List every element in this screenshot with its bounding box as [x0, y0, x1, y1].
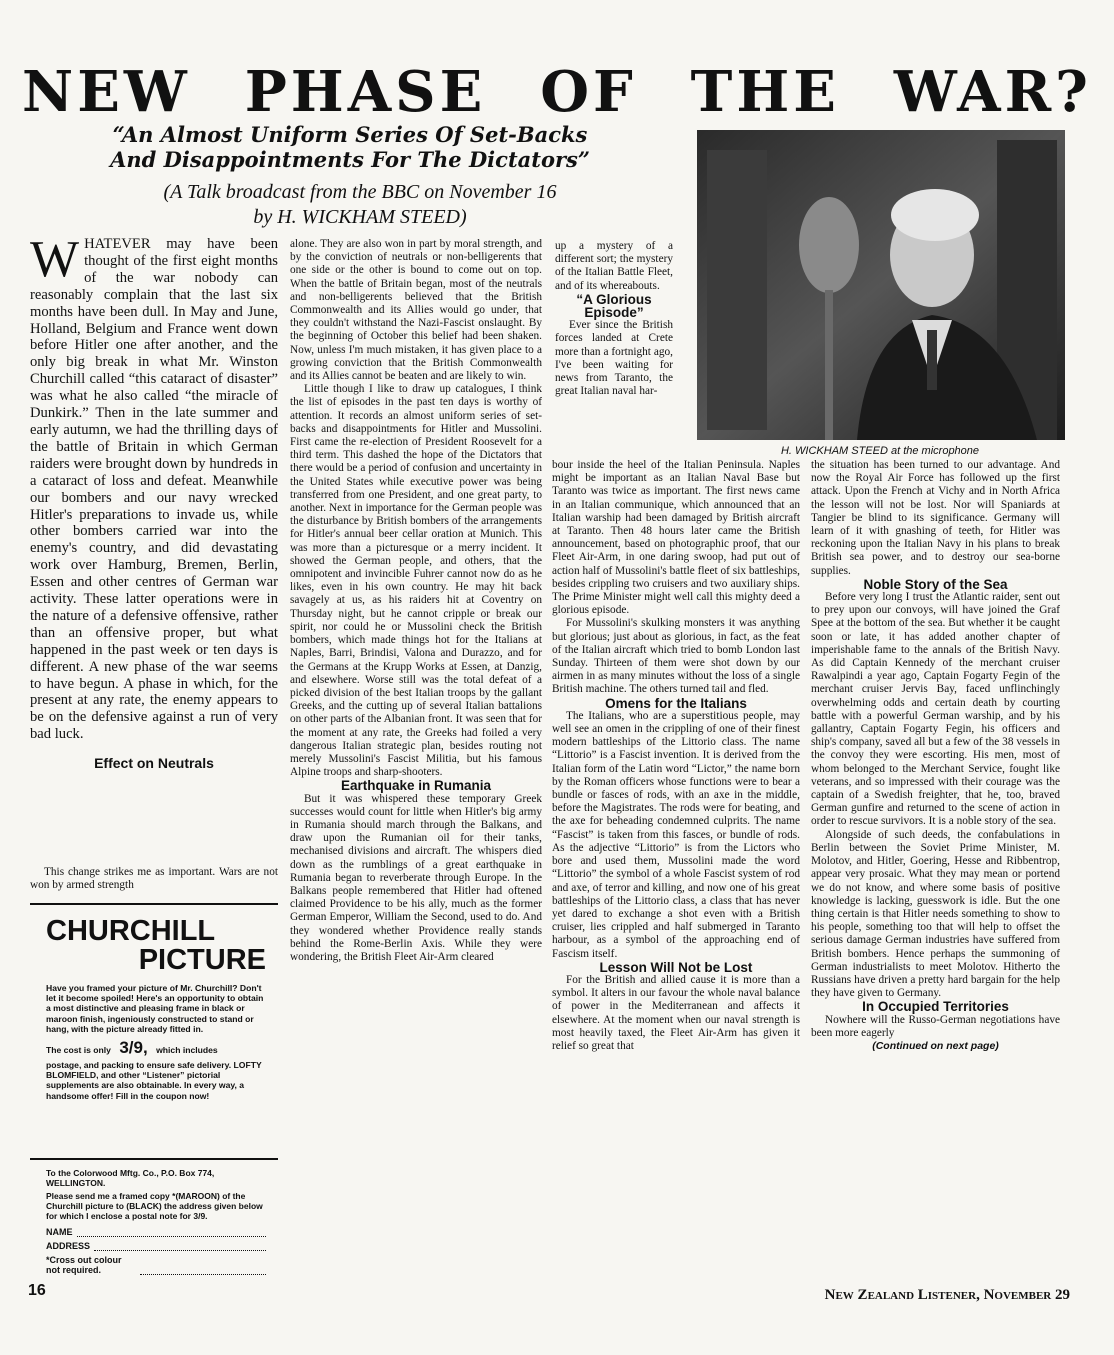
coupon-address: To the Colorwood Mftg. Co., P.O. Box 774, WELLINGTON.	[46, 1168, 215, 1188]
article-paragraph: alone. They are also won in part by moral strength, and by the conviction of neutrals or non-belligerents that one side or the other is bound to come out on top. When the battle of Britain began, most of the neutrals and non-belligerents believed that the British Commonwealth and its Allies would go under, that they couldn't withstand the Nazi-Fascist onslaught. By the beginning of October this belief had been shaken. Now, unless I'm much mistaken, it has given place to a growing conviction that the British Commonwealth and its Allies cannot be beaten and are likely to win.	[290, 238, 542, 383]
article-paragraph: HATEVER may have been thought of the first eight months of the war nobody can reasonably complain that the last six months have been dull. In May and June, Holland, Belgium and France went down before Hitler one after another, and the only big break in what Mr. Winston Churchill called “this cataract of disaster” was what he also called “the miracle of Dunkirk.” Then in the late summer and early autumn, we had the thrilling days of the battle of Britain in which German raiders were brought down by hundreds in a cataract of loss and defeat. Meanwhile our bombers and our navy wrecked Hitler's preparations to invade us, while other bombers carried war into the enemy's country, and did devastating work over Hamburg, Bremen, Berlin, Essen and other centres of German war activity. These latter operations were in the nature of a defensive offensive, rather than an offensive proper, but what happened in the past week or ten days is different. A new phase of the war seems to have begun. A phase in which, for the present at any rate, the enemy appears to be on the defensive against a run of very bad luck.	[30, 236, 278, 743]
talk-credit-line: by H. WICKHAM STEED)	[253, 206, 467, 228]
headline-word: THE	[690, 59, 840, 125]
headline-word: PHASE	[244, 59, 487, 125]
name-label: NAME	[46, 1227, 73, 1237]
name-field[interactable]	[46, 1227, 266, 1237]
ad-price-label: The cost is only	[46, 1045, 111, 1056]
subtitle-line: And Disappointments For The Dictators”	[110, 147, 590, 172]
section-heading: Lesson Will Not be Lost	[599, 959, 753, 975]
ad-body: Have you framed your picture of Mr. Churchill? Don't let it become spoiled! Here's an opportunity to obtain a most distinctive and pleasing frame in black or maroon finish, ingeniously constructed to stand or hang, with the picture already fitted in.	[46, 983, 264, 1034]
article-paragraph: up a mystery of a different sort; the mystery of the Italian Battle Fleet, and of its whereabouts.	[555, 240, 673, 292]
ad-title: PICTURE	[138, 944, 266, 976]
article-paragraph: For Mussolini's skulking monsters it was anything but glorious; just about as glorious, in fact, as the feat of the Italian aircraft which tried to bomb London last Sunday. Thirteen of them were shot down by our airmen in as many minutes without the loss of a single British machine. The others turned tail and fled.	[552, 617, 800, 696]
subtitle-line: “An Almost Uniform Series Of Set-Backs	[112, 122, 588, 147]
ad-price-value: 3/9,	[119, 1038, 148, 1058]
column-3-lower	[552, 459, 800, 1053]
photo-h-wickham-steed	[697, 130, 1065, 440]
article-paragraph: For the British and allied cause it is more than a symbol. It alters in our favour the whole naval balance of power in the Mediterranean and affects it elsewhere. At the moment when our naval strength is most heavily taxed, the Fleet Air-Arm has given it relief so great that	[552, 973, 800, 1052]
order-coupon	[30, 1158, 278, 1280]
address-line	[94, 1241, 266, 1251]
ad-price-label: which includes	[156, 1045, 218, 1056]
note-field	[46, 1255, 266, 1275]
article-paragraph: The Italians, who are a superstitious people, may well see an omen in the crippling of one of their finest modern battleships of the Littorio class. The name “Littorio” is a Fascist invention. It is derived from the Italian form of the Latin word “Lictor,” the name born by the Roman officers whose functions were to bear a bundle or fasces of rods, with an axe in the middle, before the Magistrates. The rods were for beating, and the axe for beheading condemned culprits. The name “Fascist” is taken from this fasces, or bundle of rods. As the adjective “Littorio” is from the Lictors who bore and used them, Mussolini made the word “Littorio” the symbol of a whole Fascist system of rod and axe, of terror and killing, and now one of his great battleships of the Littorio class, a class that has never yet dared to exchange a shot even with a British cruiser, lies crippled and half submerged in Taranto harbour, as a symbol of the approaching end of Fascism itself.	[552, 709, 800, 960]
article-paragraph: This change strikes me as important. Wars are not won by armed strength	[30, 866, 278, 892]
ad-body: postage, and packing to ensure safe delivery. LOFTY BLOMFIELD, and other “Listener” pictorial supplements are also obtainable. In every way, a handsome offer! Fill in the coupon now!	[46, 1060, 262, 1101]
address-field[interactable]	[46, 1241, 266, 1251]
headline-word: WAR?	[893, 59, 1092, 125]
drop-cap: W	[30, 231, 80, 288]
ad-price	[46, 1038, 266, 1058]
ad-title: CHURCHILL	[46, 915, 216, 947]
headline	[22, 58, 1092, 126]
column-4	[811, 459, 1060, 1053]
article-paragraph: Ever since the British forces landed at Crete more than a fortnight ago, I've been waiting for news from Taranto, the great Italian naval har-	[555, 319, 673, 398]
publication-footer: New Zealand Listener, November 29	[824, 1287, 1070, 1303]
headline-word: NEW	[22, 59, 191, 125]
section-heading: Earthquake in Rumania	[340, 778, 492, 794]
microphone-portrait-image	[697, 130, 1065, 440]
article-paragraph: bour inside the heel of the Italian Peninsula. Naples might be important as an Italian Naval Base but Taranto was twice as important. The first news came in an Italian communique, which announced that an Italian warship had been damaged by British aircraft at Taranto. Then 48 hours later came the British announcement, based on photographic proof, that our Fleet Air-Arm, in one daring swoop, had put out of action half of Mussolini's battle fleet of six battleships, besides crippling two cruisers and two auxiliary ships. The Prime Minister might well call this mighty deed a glorious episode.	[552, 459, 800, 617]
coupon-fields	[46, 1227, 266, 1275]
column-1-tail	[30, 866, 278, 892]
cross-out-note: *Cross out colour not required.	[46, 1255, 122, 1275]
section-heading: In Occupied Territories	[862, 999, 1009, 1015]
article-paragraph: Alongside of such deeds, the confabulations in Berlin between the Soviet Prime Minister, M. Molotov, and Hitler, Goering, Hesse and Ribbentrop, appear very prosaic. What they may mean or portend we do not know, and where some basis of positive knowledge is lacking, guesswork is idle. But the one thing certain is that Hitler needs something to show to his people, something too that will help to offset the serious damage German industries have suffered from British bombers. Hence perhaps the summoning of German industrialists to meet Molotov. Hitherto the Russians have driven a pretty hard bargain for the help they have given to Germany.	[811, 828, 1060, 1000]
talk-credit-line: (A Talk broadcast from the BBC on November 16	[163, 181, 557, 203]
address-label: ADDRESS	[46, 1241, 91, 1251]
article-paragraph: the situation has been turned to our advantage. And now the Royal Air Force has followed up the first attack. Upon the French at Vichy and in North Africa the lesson will not be lost. Nor will Spaniards at Tangier be blind to its significance. Germany will learn of it with gnashing of teeth, for Hitler was reckoning upon the Italian Navy in his plans to break British sea power, and to destroy our sea-borne supplies.	[811, 459, 1060, 577]
column-3-upper	[555, 240, 673, 398]
article-paragraph: Nowhere will the Russo-German negotiations have been more eagerly	[811, 1013, 1060, 1039]
section-heading: Omens for the Italians	[605, 695, 747, 711]
column-1	[30, 231, 278, 772]
coupon-body: Please send me a framed copy *(MAROON) of the Churchill picture to (BLACK) the address given below for which I enclose a postal note for 3/9.	[46, 1191, 263, 1221]
article-paragraph: But it was whispered these temporary Greek successes would count for little when Hitler's big army in Rumania should march through the Balkans, and draw upon the Rumanian oil for their tanks, mechanised divisions and aircraft. The whispers died down as the rumblings of a great earthquake in Rumania began to reverberate through Europe. In the Balkans people remembered that Hitler had oftened claimed Providence to be his ally, much as the former German Emperor, William the Second, used to do. And they wondered whether Providence really stands behind the Rome-Berlin Axis. While they were wondering, the British Fleet Air-Arm cleared	[290, 792, 542, 963]
section-heading: Noble Story of the Sea	[863, 576, 1008, 592]
talk-credit	[100, 180, 620, 230]
photo-caption: H. WICKHAM STEED at the microphone	[780, 445, 980, 457]
headline-word: OF	[540, 59, 637, 125]
section-heading: “A Glorious Episode”	[576, 291, 652, 321]
article-paragraph: Little though I like to draw up catalogues, I think the list of episodes in the past ten days is worthy of attention. It records an almost uniform series of set-backs and disappointments for Hitler and Mussolini. First came the re-election of President Roosevelt for a third term. This dashed the hope of the Dictators that there would be a period of confusion and uncertainty in the United States while executive power was being transferred from one President, and one great party, to another. Next in importance for the German people was the disturbance by British bombers of the arrangements for Hitler's annual beer cellar oration at Munich. This was more than a picturesque or a merry incident. It showed the German people, and others, that the omnipotent and invincible Fuhrer cannot now do as he likes, even in his own country. He may hit back savagely at us, as his raiders hit at Coventry on Thursday night, but he cannot cripple or break our spirit, nor could he or Mussolini check the British bombers, which made things hot for the Italians at Naples, Barri, Brindisi, Valona and Durazzo, and for the Germans at the Krupp Works at Essen, at Danzig, and elsewhere. Worse still was the total defeat of a picked division of the best Italian troops by the gallant Greeks, and the cutting up of several Italian battalions on other parts of the Albanian front. It was seen that for the moment at any rate, the Greeks had foiled a very dangerous Italian strategic plan, besides routing not merely Mussolini's Fascist Militia, but his famous Alpine troops and sharp-shooters.	[290, 383, 542, 779]
section-heading: Effect on Neutrals	[94, 755, 214, 772]
subtitle	[40, 122, 660, 172]
page-number: 16	[28, 1282, 46, 1299]
continued-note: (Continued on next page)	[872, 1039, 999, 1052]
name-line	[77, 1227, 267, 1237]
address-line-2	[140, 1265, 266, 1275]
column-2	[290, 238, 542, 964]
article-paragraph: Before very long I trust the Atlantic raider, sent out to prey upon our convoys, will have joined the Graf Spee at the bottom of the sea. But whether it be caught soon or late, it has added another chapter of imperishable fame to the annals of the British Navy. As did Captain Kennedy of the merchant cruiser Rawalpindi a year ago, Captain Fogarty Fegin of the merchant cruiser Jervis Bay, faced unflinchingly overwhelming odds and certain death by courting battle with a powerful German warship, and by his gallantry, Captain Fogarty Fegin, his officers and ship's company, saved all but a few of the 38 vessels in the convoy they were escorting. His men, most of whom belonged to the Merchant Service, fought like veterans, and so impressed with their courage was the captain of a Swedish freighter, that he, too, braved German gunfire and returned to the scene of action in order to rescue survivors. It is a noble story of the sea.	[811, 591, 1060, 828]
